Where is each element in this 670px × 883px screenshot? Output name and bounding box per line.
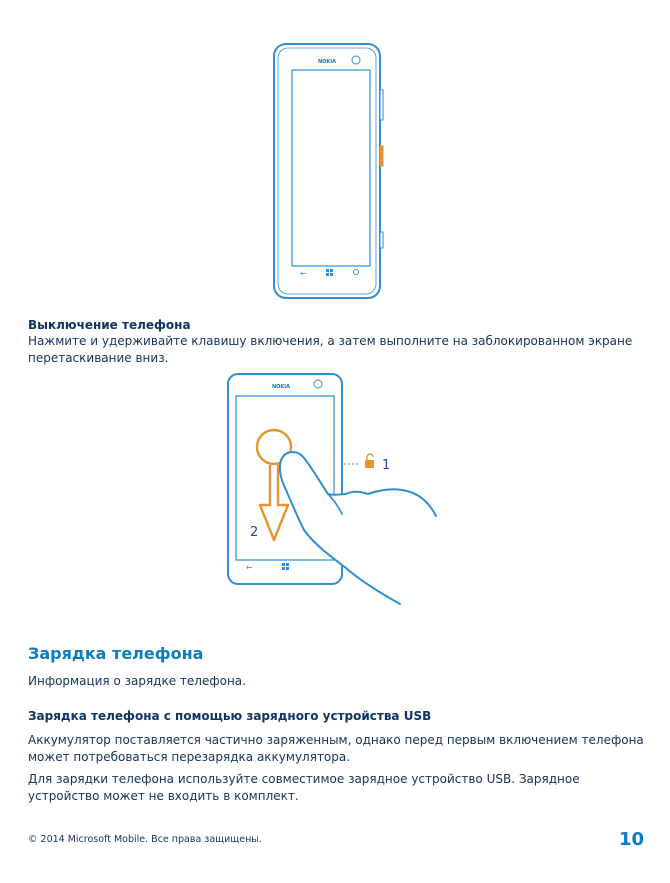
phone-illustration xyxy=(270,42,400,304)
callout-1: 1 xyxy=(382,458,391,473)
section-title-power-off: Выключение телефона xyxy=(28,318,191,332)
back-key-icon: ← xyxy=(246,563,253,572)
callout-2: 2 xyxy=(250,525,259,540)
volume-key xyxy=(380,90,383,120)
section-title-charging: Зарядка телефона xyxy=(28,644,204,663)
back-key-icon: ← xyxy=(300,269,307,278)
phone-brand-label: NOKIA xyxy=(272,384,291,390)
charging-intro: Информация о зарядке телефона. xyxy=(28,674,246,688)
power-off-text: Нажмите и удерживайте клавишу включения, а затем выполните на заблокированном экране перетаскивание вниз. xyxy=(28,334,633,365)
copyright-footer: © 2014 Microsoft Mobile. Все права защищены. xyxy=(28,834,262,845)
camera-key xyxy=(380,232,383,248)
swipe-down-illustration xyxy=(222,368,444,610)
phone-brand-label: NOKIA xyxy=(318,59,337,65)
usb-charging-paragraph-1: Аккумулятор поставляется частично заряженным, однако перед первым включением телефона может потребоваться перезарядка аккумулятора. xyxy=(28,733,644,764)
section-title-usb-charging: Зарядка телефона с помощью зарядного устройства USB xyxy=(28,709,432,723)
power-key xyxy=(380,146,383,166)
phone-body xyxy=(274,44,380,298)
page-number: 10 xyxy=(618,829,644,850)
usb-charging-paragraph-2: Для зарядки телефона используйте совместимое зарядное устройство USB. Зарядное устройство может не входить в комплект. xyxy=(28,772,580,803)
lock-icon xyxy=(365,454,374,468)
